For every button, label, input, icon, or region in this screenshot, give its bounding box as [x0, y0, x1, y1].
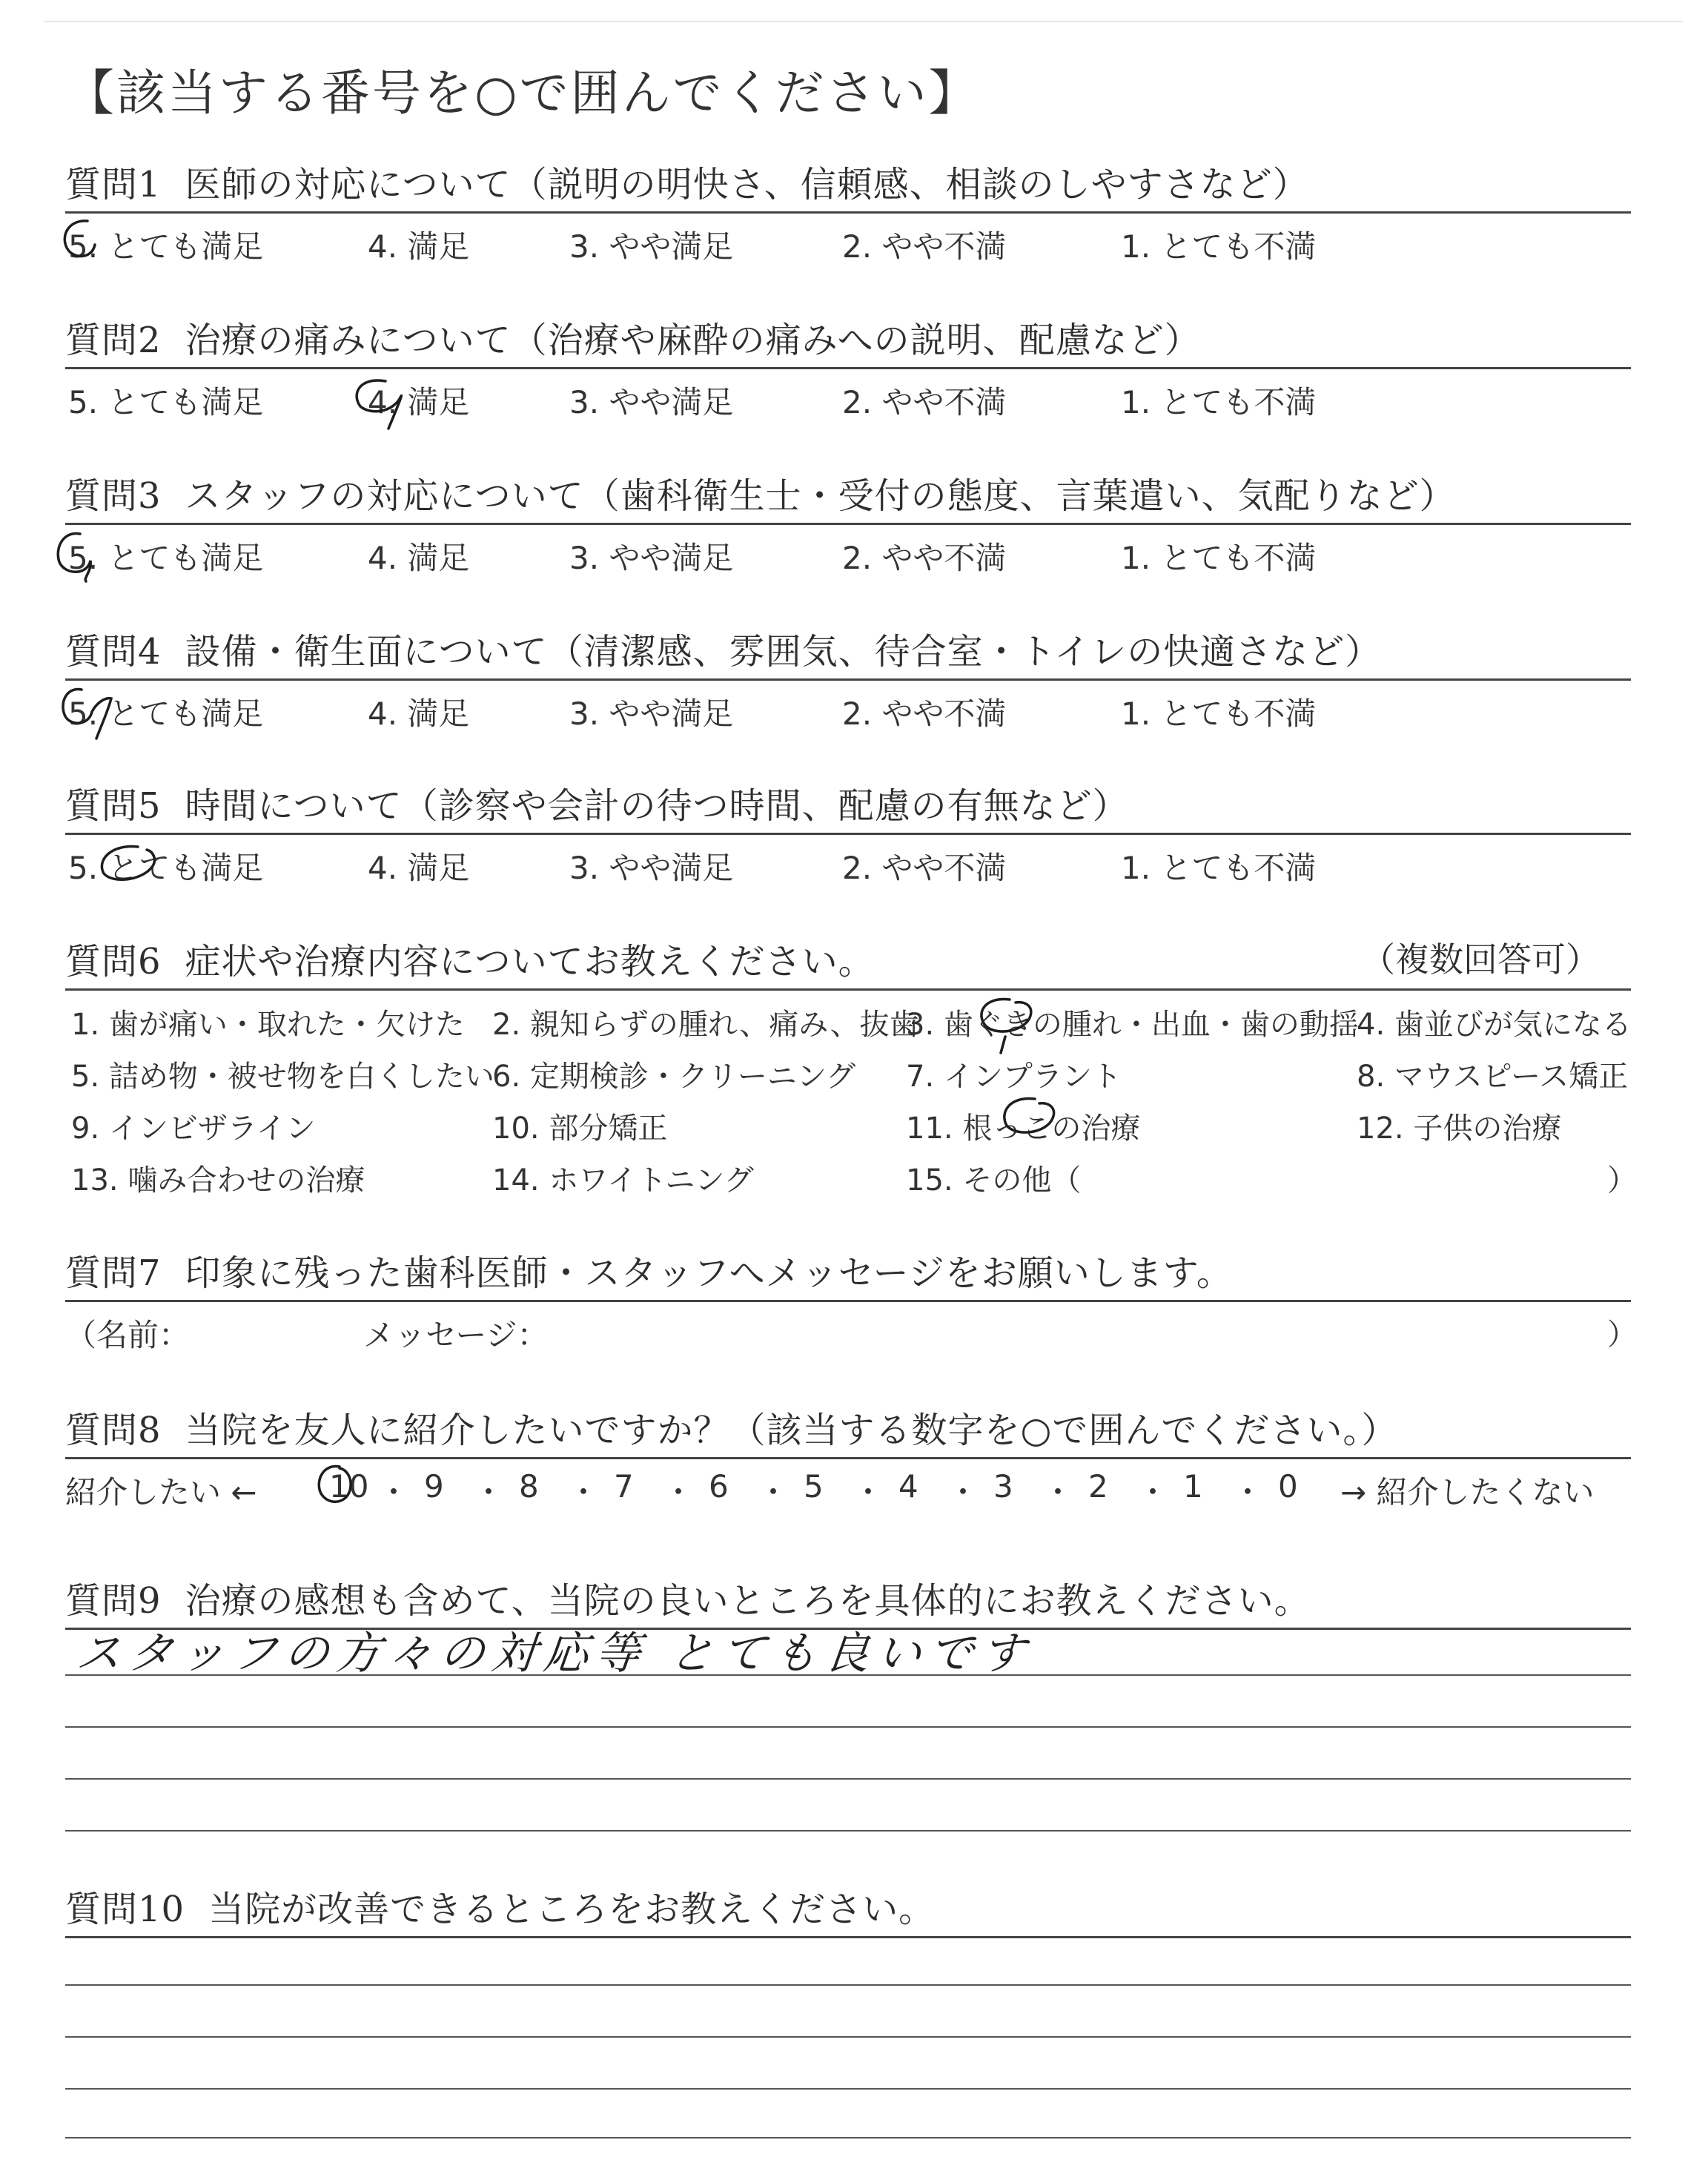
question-rule	[65, 1300, 1631, 1302]
question-rule	[65, 988, 1631, 991]
symptom-option-7[interactable]: 7. インプラント	[906, 1060, 1122, 1094]
answer-line	[65, 2088, 1631, 2090]
question-number: 質問3	[65, 475, 162, 517]
handwritten-answer[interactable]: スタッフの方々の対応等 とても良いです	[73, 1628, 1036, 1680]
option-3[interactable]: 3. やや満足	[569, 384, 734, 420]
symptom-option-13[interactable]: 13. 噛み合わせの治療	[71, 1163, 365, 1198]
option-4[interactable]: 4. 満足	[368, 540, 470, 576]
question-text: 当院を友人に紹介したいですか？（該当する数字を○で囲んでください。）	[185, 1410, 1398, 1451]
question-number: 質問6	[65, 941, 162, 982]
question-rule	[65, 1457, 1631, 1459]
message-label: メッセージ：	[363, 1317, 549, 1353]
answer-line	[65, 2137, 1631, 2138]
question-text: 症状や治療内容についてお教えください。	[185, 941, 875, 982]
scale-separator: ・	[947, 1474, 979, 1510]
scale-separator: ・	[1042, 1474, 1074, 1510]
scale-separator: ・	[758, 1474, 790, 1510]
instruction-header: 【該当する番号を○で囲んでください】	[65, 65, 980, 122]
symptom-option-8[interactable]: 8. マウスピース矯正	[1357, 1060, 1629, 1094]
symptom-option-12[interactable]: 12. 子供の治療	[1357, 1112, 1562, 1146]
option-2[interactable]: 2. やや不満	[842, 850, 1007, 886]
option-5[interactable]: 5. とても満足	[68, 228, 264, 265]
question-rule	[65, 678, 1631, 681]
symptom-option-5[interactable]: 5. 詰め物・被せ物を白くしたい	[71, 1060, 494, 1094]
option-3[interactable]: 3. やや満足	[569, 540, 734, 576]
question-number: 質問4	[65, 631, 162, 673]
name-label: （名前：	[65, 1317, 191, 1353]
question-rule	[65, 367, 1631, 369]
option-2[interactable]: 2. やや不満	[842, 384, 1007, 420]
symptom-option-11[interactable]: 11. 根っこの治療	[906, 1112, 1141, 1146]
scale-value-6[interactable]: 6	[709, 1468, 729, 1505]
question-text: 印象に残った歯科医師・スタッフへメッセージをお願いします。	[185, 1252, 1233, 1294]
question-text: 当院が改善できるところをお教えください。	[208, 1889, 936, 1930]
option-1[interactable]: 1. とても不満	[1121, 384, 1317, 420]
option-1[interactable]: 1. とても不満	[1121, 696, 1317, 732]
symptom-option-3[interactable]: 3. 歯ぐきの腫れ・出血・歯の動揺	[906, 1008, 1359, 1042]
question-text: 時間について（診察や会計の待つ時間、配慮の有無など）	[185, 785, 1129, 827]
scale-separator: ・	[378, 1474, 410, 1510]
question-number: 質問8	[65, 1410, 162, 1451]
question-text: 医師の対応について（説明の明快さ、信頼感、相談のしやすさなど）	[185, 164, 1309, 205]
recommend-left-label: 紹介したい ←	[65, 1474, 257, 1510]
question-text: 治療の痛みについて（治療や麻酔の痛みへの説明、配慮など）	[185, 320, 1201, 361]
question-number: 質問5	[65, 785, 162, 827]
scale-value-0[interactable]: 0	[1278, 1468, 1298, 1505]
option-2[interactable]: 2. やや不満	[842, 696, 1007, 732]
option-2[interactable]: 2. やや不満	[842, 540, 1007, 576]
top-edge-line	[44, 21, 1683, 22]
question-number: 質問2	[65, 320, 162, 361]
multiple-answers-note: （複数回答可）	[1361, 939, 1600, 980]
answer-line	[65, 2036, 1631, 2038]
answer-line	[65, 1984, 1631, 1986]
answer-line	[65, 1830, 1631, 1832]
question-number: 質問10	[65, 1889, 185, 1930]
symptom-option-6[interactable]: 6. 定期検診・クリーニング	[492, 1060, 856, 1094]
option-4[interactable]: 4. 満足	[368, 850, 470, 886]
option-5[interactable]: 5. とても満足	[68, 850, 264, 886]
option-2[interactable]: 2. やや不満	[842, 228, 1007, 265]
scale-separator: ・	[1137, 1474, 1169, 1510]
scale-separator: ・	[663, 1474, 695, 1510]
answer-line	[65, 1778, 1631, 1780]
option-4[interactable]: 4. 満足	[368, 228, 470, 265]
question-text: 治療の感想も含めて、当院の良いところを具体的にお教えください。	[185, 1580, 1311, 1622]
question-number: 質問7	[65, 1252, 162, 1294]
option-3[interactable]: 3. やや満足	[569, 228, 734, 265]
scale-value-3[interactable]: 3	[993, 1468, 1013, 1505]
other-close-paren: ）	[1607, 1163, 1637, 1198]
symptom-option-9[interactable]: 9. インビザライン	[71, 1112, 316, 1146]
option-4[interactable]: 4. 満足	[368, 384, 470, 420]
option-1[interactable]: 1. とても不満	[1121, 850, 1317, 886]
scale-value-10[interactable]: 10	[329, 1468, 369, 1505]
option-5[interactable]: 5. とても満足	[68, 696, 264, 732]
question-number: 質問1	[65, 164, 162, 205]
scale-value-9[interactable]: 9	[424, 1468, 444, 1505]
symptom-option-10[interactable]: 10. 部分矯正	[492, 1112, 668, 1146]
question-rule	[65, 211, 1631, 214]
question-number: 質問9	[65, 1580, 162, 1622]
symptom-option-14[interactable]: 14. ホワイトニング	[492, 1163, 754, 1198]
question-rule	[65, 523, 1631, 525]
scale-value-7[interactable]: 7	[614, 1468, 634, 1505]
scale-separator: ・	[473, 1474, 505, 1510]
symptom-option-4[interactable]: 4. 歯並びが気になる	[1357, 1008, 1632, 1042]
scale-separator: ・	[1232, 1474, 1264, 1510]
scale-value-8[interactable]: 8	[519, 1468, 539, 1505]
answer-line	[65, 1726, 1631, 1728]
option-1[interactable]: 1. とても不満	[1121, 540, 1317, 576]
scale-separator: ・	[568, 1474, 600, 1510]
option-4[interactable]: 4. 満足	[368, 696, 470, 732]
option-5[interactable]: 5. とても満足	[68, 384, 264, 420]
scale-value-1[interactable]: 1	[1183, 1468, 1203, 1505]
message-close-paren: ）	[1607, 1318, 1637, 1352]
option-1[interactable]: 1. とても不満	[1121, 228, 1317, 265]
recommend-right-label: → 紹介したくない	[1340, 1474, 1595, 1510]
scale-value-2[interactable]: 2	[1088, 1468, 1108, 1505]
option-5[interactable]: 5. とても満足	[68, 540, 264, 576]
symptom-option-1[interactable]: 1. 歯が痛い・取れた・欠けた	[71, 1008, 465, 1042]
option-3[interactable]: 3. やや満足	[569, 696, 734, 732]
symptom-option-15[interactable]: 15. その他（	[906, 1163, 1082, 1198]
question-text: 設備・衛生面について（清潔感、雰囲気、待合室・トイレの快適さなど）	[185, 631, 1382, 673]
scale-value-4[interactable]: 4	[898, 1468, 918, 1505]
scale-value-5[interactable]: 5	[804, 1468, 824, 1505]
question-rule	[65, 1936, 1631, 1938]
question-rule	[65, 833, 1631, 835]
symptom-option-2[interactable]: 2. 親知らずの腫れ、痛み、抜歯	[492, 1008, 919, 1042]
question-text: スタッフの対応について（歯科衛生士・受付の態度、言葉遣い、気配りなど）	[185, 475, 1456, 517]
option-3[interactable]: 3. やや満足	[569, 850, 734, 886]
scale-separator: ・	[853, 1474, 884, 1510]
